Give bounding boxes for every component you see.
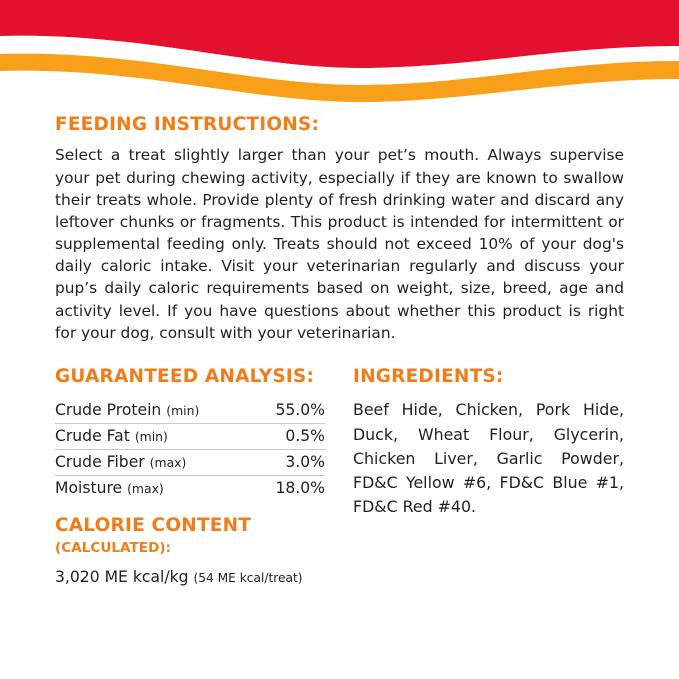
nutrient-value: 3.0% bbox=[285, 453, 325, 472]
nutrient-name: Crude Protein bbox=[55, 401, 162, 420]
lower-columns bbox=[55, 367, 624, 586]
ingredients-section bbox=[340, 367, 624, 586]
nutrient-qualifier: (max) bbox=[127, 481, 164, 497]
nutrient-name: Moisture bbox=[55, 479, 123, 498]
calorie-content-per-treat: (54 ME kcal/treat) bbox=[193, 570, 303, 585]
table-row bbox=[55, 398, 325, 424]
table-row bbox=[55, 424, 325, 450]
nutrient-name: Crude Fat bbox=[55, 427, 130, 446]
guaranteed-analysis-heading: GUARANTEED ANALYSIS: bbox=[55, 365, 315, 387]
decorative-swoosh-banner bbox=[0, 0, 679, 110]
feeding-instructions-text: Select a treat slightly larger than your pet’s mouth. Always supervise your pet during chewing activity, especially if they are known to swallow their treats whole. Provide plenty of fresh drinking water and discard any leftover chunks or fragments. This product is intended for intermittent or supplemental feeding only. Treats should not exceed 10% of your dog's daily caloric intake. Visit your veterinarian regularly and discuss your pup’s daily caloric requirements based on weight, size, breed, age and activity level. If you have questions about whether this product is right for your dog, consult with your veterinarian. bbox=[55, 146, 624, 342]
feeding-instructions-heading: FEEDING INSTRUCTIONS: bbox=[55, 114, 320, 135]
label-content bbox=[0, 108, 679, 586]
ingredients-text: Beef Hide, Chicken, Pork Hide, Duck, Wheat Flour, Glycerin, Chicken Liver, Garlic Powder, FD&C Yellow #6, FD&C Blue #1, FD&C Red #40. bbox=[353, 400, 624, 517]
nutrient-cell bbox=[55, 424, 256, 450]
nutrient-value: 55.0% bbox=[275, 401, 325, 420]
ingredients-heading: INGREDIENTS: bbox=[353, 365, 504, 387]
guaranteed-analysis-table bbox=[55, 398, 325, 501]
calorie-content-note: (CALCULATED): bbox=[55, 539, 172, 556]
nutrient-cell bbox=[55, 476, 256, 502]
nutrient-cell bbox=[55, 398, 256, 424]
feeding-instructions-section bbox=[55, 115, 624, 344]
nutrient-qualifier: (min) bbox=[166, 403, 200, 419]
calorie-content-value-row bbox=[55, 568, 340, 586]
nutrient-value: 0.5% bbox=[285, 427, 325, 446]
table-row bbox=[55, 476, 325, 502]
nutrient-cell bbox=[55, 450, 256, 476]
calorie-content-heading bbox=[55, 516, 340, 557]
table-row bbox=[55, 450, 325, 476]
nutrient-qualifier: (max) bbox=[149, 455, 187, 471]
calorie-content-value: 3,020 ME kcal/kg bbox=[55, 567, 189, 586]
nutrient-value: 18.0% bbox=[275, 479, 325, 498]
calorie-content-title: CALORIE CONTENT bbox=[55, 515, 252, 537]
guaranteed-analysis-section bbox=[55, 367, 340, 586]
nutrient-name: Crude Fiber bbox=[55, 453, 145, 472]
nutrient-qualifier: (min) bbox=[134, 429, 168, 445]
